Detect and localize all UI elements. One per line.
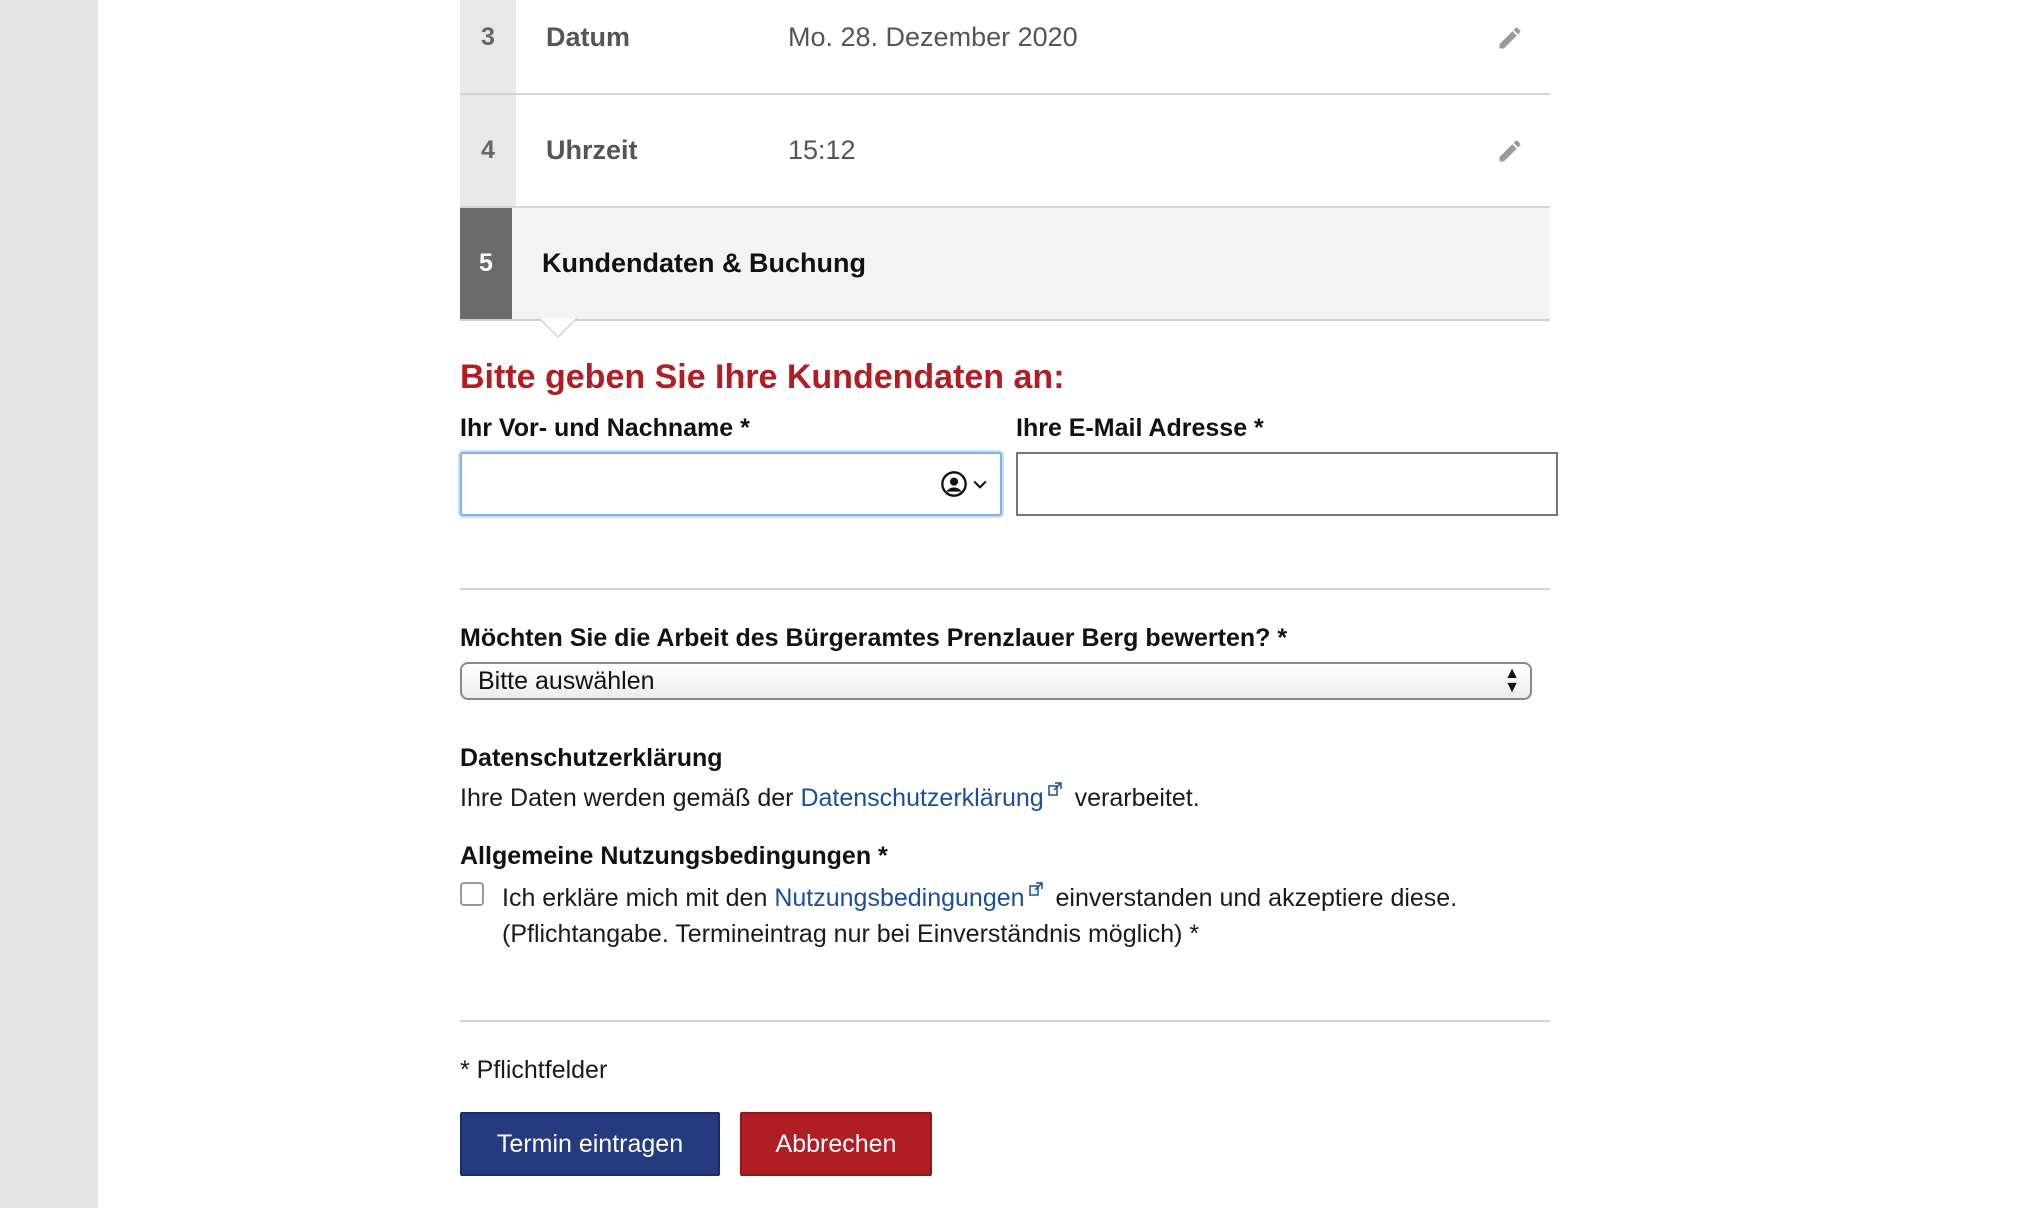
pencil-icon: [1496, 137, 1524, 165]
form-title: Bitte geben Sie Ihre Kundendaten an:: [460, 358, 1065, 396]
select-arrows-icon: ▲ ▼: [1504, 665, 1520, 696]
edit-time-button[interactable]: [1470, 95, 1550, 206]
terms-link[interactable]: Nutzungsbedingungen: [774, 884, 1025, 912]
cancel-button[interactable]: Abbrechen: [740, 1112, 932, 1176]
external-link-icon: [1048, 782, 1062, 796]
autofill-contact-button[interactable]: [940, 470, 990, 498]
submit-appointment-button[interactable]: Termin eintragen: [460, 1112, 720, 1176]
pencil-icon: [1496, 24, 1524, 52]
step-pointer-inner: [540, 318, 576, 336]
left-gutter: [0, 0, 98, 1208]
step-label-active: Kundendaten & Buchung: [542, 248, 866, 278]
rating-select-value: Bitte auswählen: [478, 666, 655, 695]
edit-date-button[interactable]: [1470, 0, 1550, 93]
privacy-title: Datenschutzerklärung: [460, 744, 723, 772]
terms-checkbox[interactable]: [460, 882, 484, 906]
terms-text-after: einverstanden und akzeptiere diese.: [1055, 884, 1458, 912]
email-input[interactable]: [1016, 452, 1558, 516]
privacy-text-before: Ihre Daten werden gemäß der: [460, 784, 794, 812]
privacy-link[interactable]: Datenschutzerklärung: [800, 784, 1044, 812]
step-row-uhrzeit: [460, 95, 1550, 208]
step-number: 3: [460, 0, 516, 93]
rating-label: Möchten Sie die Arbeit des Bürgeramtes Prenzlauer Berg bewerten? *: [460, 624, 1288, 652]
step-value-time: 15:12: [788, 135, 856, 165]
step-row-datum: [460, 0, 1550, 95]
terms-text-line2: (Pflichtangabe. Termineintrag nur bei Einverständnis möglich) *: [502, 920, 1200, 948]
required-fields-note: * Pflichtfelder: [460, 1056, 608, 1084]
privacy-text: [460, 782, 1200, 813]
step-number-active: 5: [460, 208, 512, 319]
external-link-icon: [1029, 882, 1043, 896]
name-label: Ihr Vor- und Nachname *: [460, 414, 750, 442]
step-row-active: [460, 208, 1550, 321]
divider: [460, 1020, 1550, 1022]
email-label: Ihre E-Mail Adresse *: [1016, 414, 1264, 442]
step-label: Datum: [546, 22, 631, 52]
privacy-text-after: verarbeitet.: [1074, 784, 1200, 812]
terms-text: [502, 880, 1562, 952]
name-input[interactable]: [460, 452, 1002, 516]
terms-text-before: Ich erkläre mich mit den: [502, 884, 768, 912]
terms-title: Allgemeine Nutzungsbedingungen *: [460, 842, 888, 870]
contact-icon: [940, 470, 968, 498]
divider: [460, 588, 1550, 590]
step-value-date: Mo. 28. Dezember 2020: [788, 22, 1078, 52]
step-label: Uhrzeit: [546, 135, 638, 165]
step-number: 4: [460, 95, 516, 206]
chevron-down-icon: [970, 474, 990, 494]
rating-select[interactable]: [460, 662, 1532, 700]
